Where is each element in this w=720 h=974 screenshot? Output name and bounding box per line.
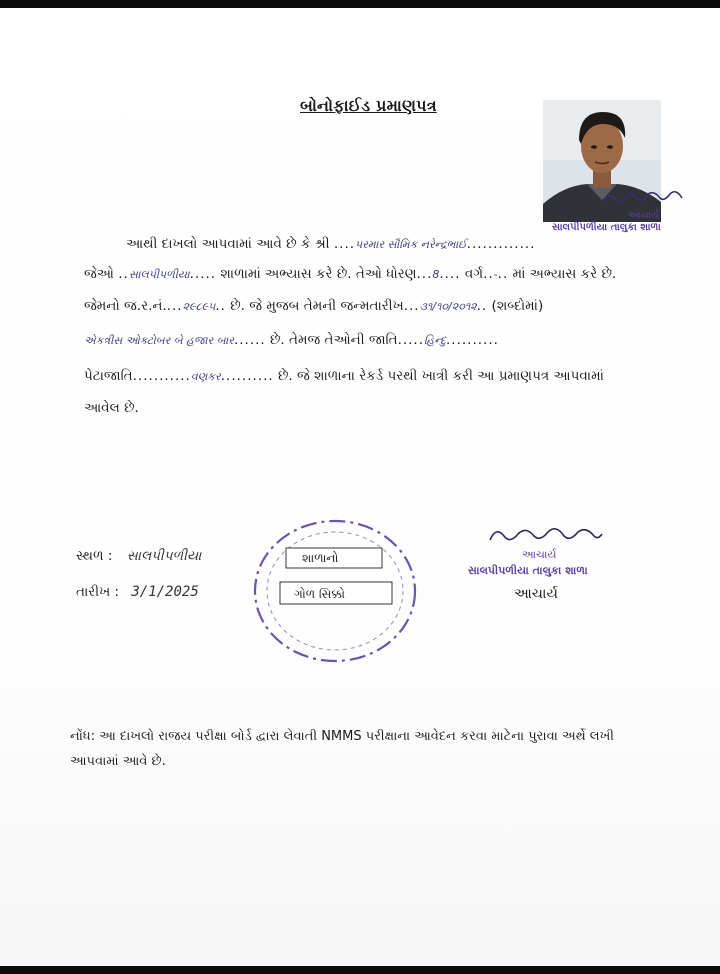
date-label: તારીખ : bbox=[76, 584, 120, 600]
school-seal bbox=[250, 516, 420, 666]
school-name-field: સાલપીપળીયા bbox=[128, 268, 190, 281]
body-line-4-suffix: છે. તેમજ તેઓની જાતિ bbox=[265, 332, 398, 348]
place-label: સ્થળ : bbox=[76, 548, 113, 564]
document-title: બોનોફાઈડ પ્રમાણપત્ર bbox=[300, 96, 437, 115]
photo-principal-title: આચાર્ય bbox=[628, 210, 660, 221]
body-line-2-prefix: જેઓ bbox=[84, 266, 119, 282]
body-line-1-text: આથી દાખલો આપવામાં આવે છે કે શ્રી bbox=[126, 236, 334, 252]
standard-field: 8 bbox=[432, 268, 440, 281]
body-line-2-mid: શાળામાં અભ્યાસ કરે છે. તેઓ ધોરણ bbox=[216, 266, 417, 282]
date-value: 3/1/2025 bbox=[131, 584, 199, 600]
body-line-3-mid: છે. જે મુજબ તેમની જન્મતારીખ bbox=[225, 298, 404, 314]
birth-date-field: ૩૧/૧૦/૨૦૧૨ bbox=[419, 300, 477, 313]
footer-note: નોંધ: આ દાખલો રાજય પરીક્ષા બોર્ડ દ્વારા લેવાતી NMMS પરીક્ષાના આવેદન કરવા માટેના પુરાવા અર્થે લખી આપવામાં આવે છે. bbox=[70, 729, 615, 769]
division-label: વર્ગ bbox=[460, 266, 484, 282]
student-name-field: પરમાર સૌમિક નરેન્દ્રભાઈ bbox=[355, 238, 467, 251]
principal-school-stamp: સાલપીપળીયા તાલુકા શાળા bbox=[468, 564, 588, 577]
photo-school-stamp: સાલપીપળીયા તાલુકા શાળા bbox=[552, 222, 661, 233]
body-line-3-prefix: જેમનો જ.ર.નં. bbox=[84, 298, 167, 314]
bottom-edge bbox=[0, 966, 720, 974]
place-value: સાલપીપળીયા bbox=[126, 548, 202, 564]
body-line-3: જેમનો જ.ર.નં....૨૯૮૯૫.. છે. જે મુજબ તેમની જન્મતારીખ...૩૧/૧૦/૨૦૧૨.. (શબ્દોમાં) bbox=[84, 298, 544, 314]
division-field: - bbox=[493, 268, 498, 281]
gr-number-field: ૨૯૮૯૫ bbox=[182, 300, 216, 313]
body-line-3-suffix: (શબ્દોમાં) bbox=[487, 298, 544, 314]
body-line-5-prefix: પેટાજાતિ bbox=[84, 368, 133, 384]
principal-label: આચાર્ય bbox=[514, 586, 558, 602]
date-row bbox=[76, 584, 199, 600]
sub-caste-field: વણકર bbox=[190, 370, 221, 383]
caste-field: હિન્દુ bbox=[424, 334, 446, 347]
body-line-5: પેટાજાતિ...........વણકર.......... છે. જે શાળાના રેકર્ડ પરથી ખાત્રી કરી આ પ્રમાણપત્ર આપવામાં bbox=[84, 368, 604, 384]
body-line-6: આવેલ છે. bbox=[84, 400, 139, 416]
body-line-5-suffix: છે. જે શાળાના રેકર્ડ પરથી ખાત્રી કરી આ પ્રમાણપત્ર આપવામાં bbox=[273, 368, 604, 384]
place-row bbox=[76, 548, 201, 564]
principal-signature bbox=[466, 522, 646, 582]
body-line-1: આથી દાખલો આપવામાં આવે છે કે શ્રી ....પરમાર સૌમિક નરેન્દ્રભાઈ............. bbox=[126, 236, 536, 252]
body-line-2: જેઓ ..સાલપીપળીયા..... શાળામાં અભ્યાસ કરે છે. તેઓ ધોરણ...8.... વર્ગ..-.. માં અભ્યાસ કરે છે. bbox=[84, 266, 617, 282]
seal-text-2: ગોળ સિક્કો bbox=[294, 587, 345, 601]
birth-date-words-field: એકત્રીસ ઓક્ટોબર બે હજાર બાર bbox=[84, 334, 234, 347]
body-line-4: એકત્રીસ ઓક્ટોબર બે હજાર બાર...... છે. તેમજ તેઓની જાતિ.....હિન્દુ.......... bbox=[84, 332, 499, 348]
seal-text-1: શાળાનો bbox=[302, 551, 339, 565]
photo-signature-stamp bbox=[552, 188, 698, 234]
principal-title-stamp: આચાર્ય bbox=[522, 548, 557, 561]
top-edge bbox=[0, 0, 720, 8]
body-line-2-suffix: માં અભ્યાસ કરે છે. bbox=[508, 266, 617, 282]
